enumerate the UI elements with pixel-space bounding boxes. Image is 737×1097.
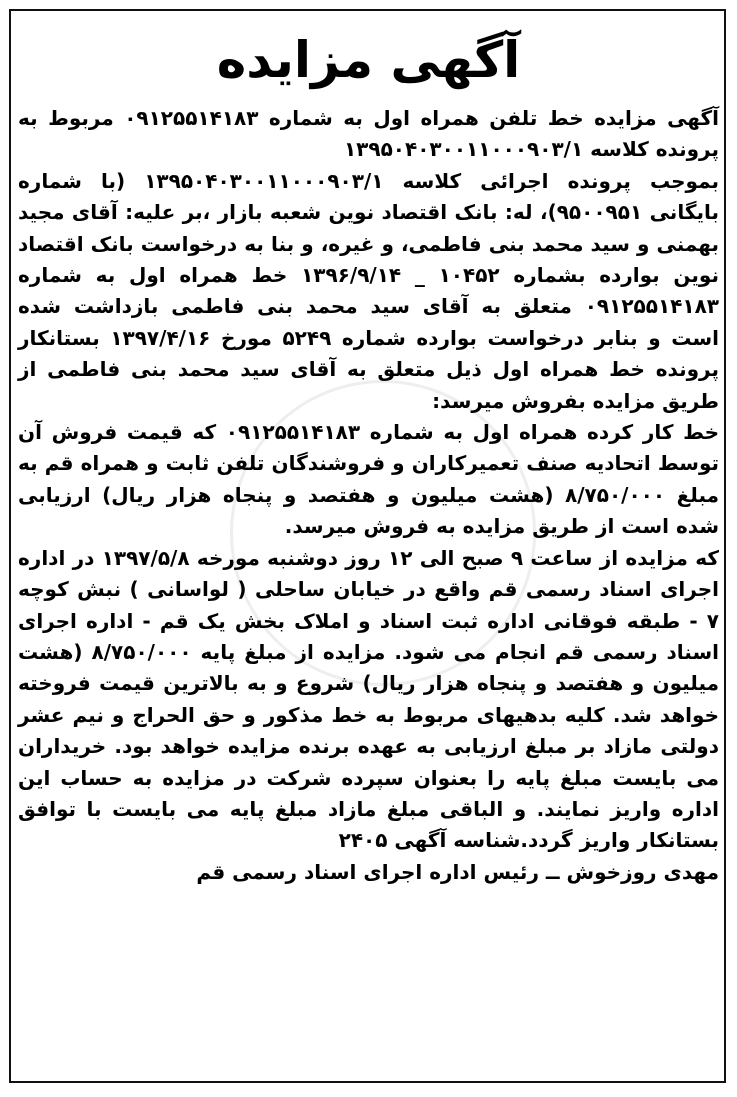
notice-paragraph-case: بموجب پرونده اجرائی کلاسه ۱۳۹۵۰۴۰۳۰۰۱۱۰۰۰۹۰۳/۱ (با شماره بایگانی ۹۵۰۰۹۵۱)، له: بانک اقتصاد نوین شعبه بازار ،بر علیه: آقای مجید بهمنی و سید محمد بنی فاطمی، و غیره، و بنا به درخواست بانک اقتصاد نوین بوارده بشماره ۱۰۴۵۲ _ ۱۳۹۶/۹/۱۴ خط همراه اول به شماره ۰۹۱۲۵۵۱۴۱۸۳ متعلق به آقای سید محمد بنی فاطمی بازداشت شده است و بنابر درخواست بوارده شماره ۵۲۴۹ مورخ ۱۳۹۷/۴/۱۶ بستانکار پرونده خط همراه اول ذیل متعلق به آقای سید محمد بنی فاطمی از طریق مزایده بفروش میرسد: — [18, 168, 720, 413]
notice-paragraph-item: خط کار کرده همراه اول به شماره ۰۹۱۲۵۵۱۴۱۸۳ که قیمت فروش آن توسط اتحادیه صنف تعمیرکاران و فروشندگان تلفن ثابت و همراه قم به مبلغ ۸/۷۵۰/۰۰۰ (هشت میلیون و هفتصد و پنجاه هزار ریال) ارزیابی شده است از طریق مزایده به فروش میرسد. — [18, 420, 719, 539]
notice-title: آگهی مزایده — [216, 31, 521, 89]
notice-body — [18, 103, 719, 888]
notice-signature: مهدی روزخوش ــ رئیس اداره اجرای اسناد رسمی قم — [196, 859, 719, 884]
notice-paragraph-terms: که مزایده از ساعت ۹ صبح الی ۱۲ روز دوشنبه مورخه ۱۳۹۷/۵/۸ در اداره اجرای اسناد رسمی قم واقع در خیابان ساحلی ( لواسانی ) نبش کوچه ۷ - طبقه فوقانی اداره ثبت اسناد و املاک بخش یک قم - اداره اجرای اسناد رسمی قم انجام می شود. مزایده از مبلغ پایه ۸/۷۵۰/۰۰۰ (هشت میلیون و هفتصد و پنجاه هزار ریال) شروع و به بالاترین قیمت فروخته خواهد شد. کلیه بدهیهای مربوط به خط مذکور و حق الحراج و نیم عشر دولتی مازاد بر مبلغ ارزیابی به عهده برنده مزایده خواهد بود. خریداران می بایست مبلغ پایه را بعنوان سپرده شرکت در مزایده به حساب این اداره واریز نمایند. و الباقی مبلغ مازاد مبلغ پایه می بایست با توافق بستانکار واریز گردد.شناسه آگهی ۲۴۰۵ — [18, 545, 720, 853]
notice-subject: آگهی مزایده خط تلفن همراه اول به شماره ۰۹۱۲۵۵۱۴۱۸۳ مربوط به پرونده کلاسه ۱۳۹۵۰۴۰۳۰۰۱۱۰۰۰۹۰۳/۱ — [18, 106, 719, 162]
